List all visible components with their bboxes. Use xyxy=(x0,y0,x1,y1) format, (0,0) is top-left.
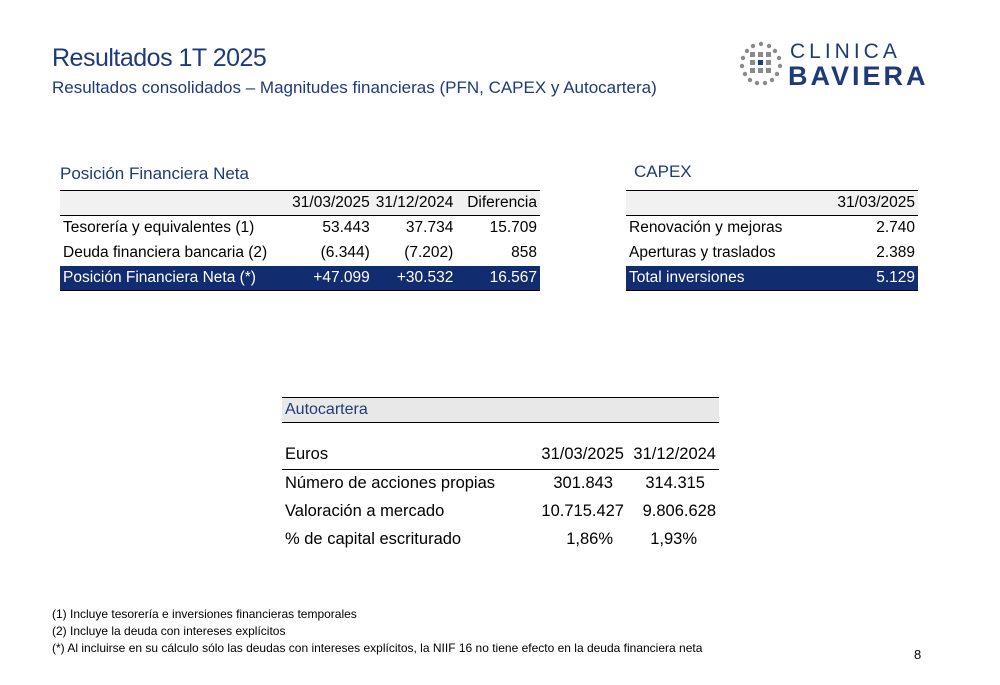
table-row xyxy=(282,497,719,525)
cell-value: 16.567 xyxy=(456,266,540,291)
pfn-header-cell: 31/12/2024 xyxy=(373,191,457,216)
table-row xyxy=(282,469,719,497)
pfn-header-cell: Diferencia xyxy=(456,191,540,216)
autocartera-header-cell: 31/12/2024 xyxy=(627,441,719,469)
footnote: (2) Incluye la deuda con intereses explícitos xyxy=(52,624,286,638)
logo-text-baviera: BAVIERA xyxy=(788,61,929,91)
cell-value: 858 xyxy=(511,244,537,261)
cell-value: 10.715.427 xyxy=(541,501,624,520)
clinica-baviera-logo xyxy=(738,40,938,94)
page-number: 8 xyxy=(914,647,922,662)
table-row xyxy=(282,525,719,553)
cell-value: 9.806.628 xyxy=(642,501,716,520)
page-title: Resultados 1T 2025 xyxy=(52,44,267,72)
row-label: Tesorería y equivalentes (1) xyxy=(63,219,255,237)
pfn-header-row xyxy=(60,191,540,216)
autocartera-header-cell: 31/03/2025 xyxy=(537,441,627,469)
autocartera-header-row xyxy=(282,441,719,469)
cell-value: 2.740 xyxy=(876,219,915,237)
pfn-total-row xyxy=(60,266,540,291)
table-row xyxy=(626,216,918,241)
cell-value: 1,93% xyxy=(650,529,697,548)
autocartera-header-cell: Euros xyxy=(282,441,537,469)
autocartera-header xyxy=(282,397,719,423)
footnotes xyxy=(52,606,702,657)
autocartera-title: Autocartera xyxy=(285,401,368,418)
footnote: (*) Al incluirse en su cálculo sólo las deudas con intereses explícitos, la NIIF 16 no tiene efecto en la deuda financiera neta xyxy=(52,641,703,655)
pfn-header-cell xyxy=(60,191,289,216)
pfn-title: Posición Financiera Neta xyxy=(60,164,249,183)
capex-table xyxy=(626,190,918,291)
capex-header-cell: 31/03/2025 xyxy=(826,191,918,216)
cell-value: 301.843 xyxy=(553,473,613,492)
row-label: Posición Financiera Neta (*) xyxy=(60,266,289,291)
cell-value: 37.734 xyxy=(405,219,454,237)
capex-header-cell xyxy=(626,191,826,216)
capex-title: CAPEX xyxy=(634,162,692,181)
row-label: Número de acciones propias xyxy=(285,473,496,492)
autocartera-table xyxy=(282,441,719,553)
row-label: Aperturas y traslados xyxy=(629,244,776,261)
table-row xyxy=(626,241,918,266)
page-subtitle: Resultados consolidados – Magnitudes financieras (PFN, CAPEX y Autocartera) xyxy=(52,78,657,97)
table-row xyxy=(60,241,540,266)
row-label: Valoración a mercado xyxy=(285,501,445,520)
row-label: % de capital escriturado xyxy=(285,529,462,548)
row-label: Renovación y mejoras xyxy=(629,219,783,237)
cell-value: 5.129 xyxy=(826,266,918,291)
footnote: (1) Incluye tesorería e inversiones financieras temporales xyxy=(52,607,357,621)
logo-grid-icon xyxy=(738,40,784,86)
pfn-header-cell: 31/03/2025 xyxy=(289,191,373,216)
cell-value: 314.315 xyxy=(645,473,705,492)
capex-header-row xyxy=(626,191,918,216)
cell-value: 1,86% xyxy=(566,529,613,548)
logo-text-clinica: CLINICA xyxy=(790,40,901,63)
cell-value: (6.344) xyxy=(320,244,370,261)
cell-value: (7.202) xyxy=(404,244,454,261)
pfn-table xyxy=(60,190,540,291)
table-row xyxy=(60,216,540,241)
cell-value: 15.709 xyxy=(489,219,537,237)
capex-total-row xyxy=(626,266,918,291)
row-label: Total inversiones xyxy=(626,266,826,291)
cell-value: 53.443 xyxy=(322,219,370,237)
cell-value: +30.532 xyxy=(373,266,457,291)
cell-value: 2.389 xyxy=(876,244,915,261)
row-label: Deuda financiera bancaria (2) xyxy=(63,244,268,261)
cell-value: +47.099 xyxy=(289,266,373,291)
